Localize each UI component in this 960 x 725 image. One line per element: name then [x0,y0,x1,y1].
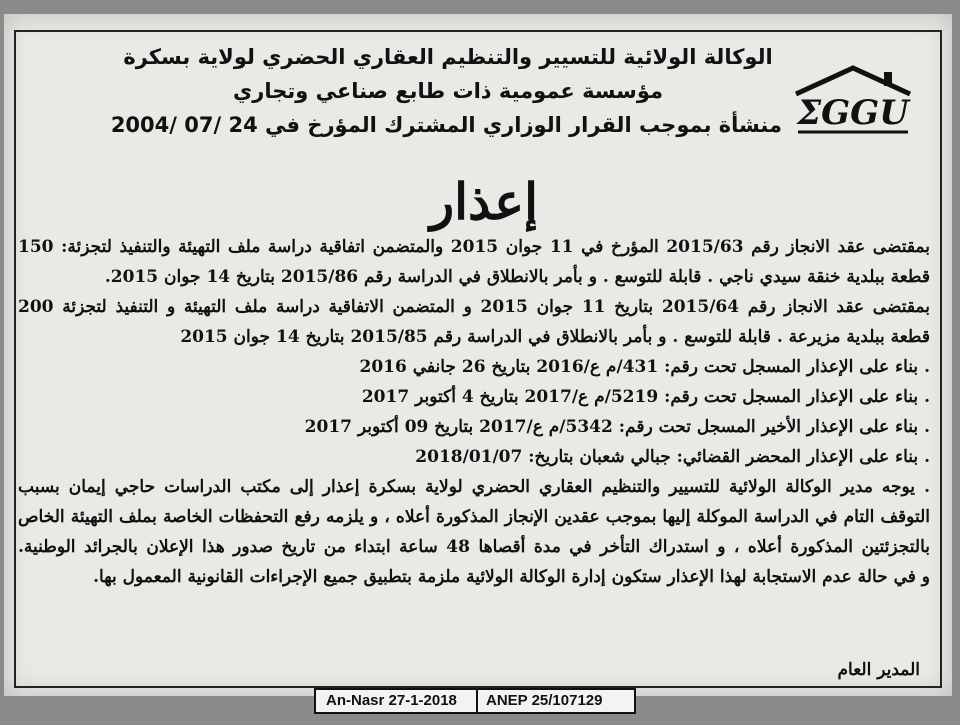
body-line-12: و في حالة عدم الاستجابة لهذا الإعذار ستكون إدارة الوكالة الولائية ملزمة بتطبيق جميع الإجراءات القانونية المعمول بها. [93,567,930,587]
agency-status: مؤسسة عمومية ذات طابع صناعي وتجاري [233,79,663,103]
body-line-5: . بناء على الإعذار المسجل تحت رقم: 431/م ع/2016 بتاريخ 26 جانفي 2016 [18,352,930,382]
body-line-8: . بناء على الإعذار المحضر القضائي: جبالي شعبان بتاريخ: 2018/01/07 [18,442,930,472]
body-line-10: التوقف التام في الدراسة الموكلة إليها بموجب عقدين الإنجاز المذكورة أعلاه ، و يلزمه رفع التحفظات الخاصة بملف التهيئة الخاص [18,507,930,527]
body-line-3: بمقتضى عقد الانجاز رقم 2015/64 بتاريخ 11 جوان 2015 و المتضمن الاتفاقية دراسة ملف التهيئة و التنفيذ لتجزئة 200 [18,297,930,317]
body-line-1: بمقتضى عقد الانجاز رقم 2015/63 المؤرخ في 11 جوان 2015 والمتضمن اتفاقية دراسة ملف التهيئة والتنفيذ لتجزئة: 150 [18,237,930,257]
agency-decree: منشأة بموجب القرار الوزاري المشترك المؤرخ في 24 /07 /2004 [110,113,782,137]
newspaper-clipping [4,14,952,696]
notice-body [18,232,930,592]
logo-lettering: ΣGGU [797,93,909,133]
signature-general-director: المدير العام [837,660,920,680]
agency-header [110,40,782,142]
anep-reference: ANEP 25/107129 [486,692,603,709]
body-line-11: بالتجزئتين المذكورة أعلاه ، و استدراك التأخر في مدة أقصاها 48 ساعة ابتداء من تاريخ صدور هذا الإعلان بالجرائد الوطنية. [18,537,930,557]
footer-divider [476,690,478,712]
body-line-7: . بناء على الإعذار الأخير المسجل تحت رقم: 5342/م ع/2017 بتاريخ 09 أكتوبر 2017 [18,412,930,442]
publication-footer [314,688,636,714]
body-line-9: . يوجه مدير الوكالة الولائية للتسيير والتنظيم العقاري الحضري لولاية بسكرة إعذار إلى مكتب الدراسات حاجي إيمان بسبب [18,472,930,502]
agency-name: الوكالة الولائية للتسيير والتنظيم العقاري الحضري لولاية بسكرة [123,45,773,69]
newspaper-reference: An-Nasr 27-1-2018 [326,692,457,709]
notice-title: إعذار [429,172,538,231]
body-line-4: قطعة ببلدية مزيرعة . قابلة للتوسع . و بأمر بالانطلاق في الدراسة رقم 2015/85 بتاريخ 14 جوان 2015 [180,327,930,347]
agency-logo-icon [788,58,918,138]
body-line-2: قطعة ببلدية خنقة سيدي ناجي . قابلة للتوسع . و بأمر بالانطلاق في الدراسة رقم 2015/86 بتاريخ 14 جوان 2015. [104,267,930,287]
body-line-6: . بناء على الإعذار المسجل تحت رقم: 5219/م ع/2017 بتاريخ 4 أكتوبر 2017 [18,382,930,412]
